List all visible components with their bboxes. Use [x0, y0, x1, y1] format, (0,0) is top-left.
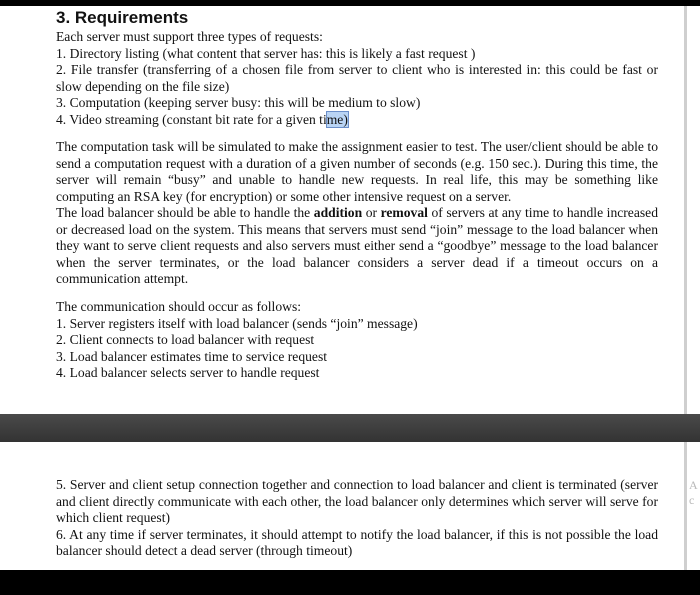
requirements-list	[56, 29, 658, 128]
side-letter: c	[689, 493, 695, 507]
side-letter: A	[689, 478, 698, 492]
communication-step-5: 5. Server and client setup connection together and connection to load balancer and client is terminated (server and client directly communicate with each other, the load balancer only determines which server will serve for which client request)	[56, 477, 658, 525]
communication-step-1: 1. Server registers itself with load balancer (sends “join” message)	[56, 315, 418, 331]
page-gap	[0, 414, 700, 442]
requirements-lead: Each server must support three types of requests:	[56, 29, 323, 44]
communication-step-6: 6. At any time if server terminates, it should attempt to notify the load balancer, if this is not possible the load balancer should detect a dead server (through timeout)	[56, 526, 658, 558]
page2-section	[56, 477, 658, 560]
requirement-item-2: 2. File transfer (transferring of a chosen file from server to client who is interested in: this could be fast or slow depending on the file size)	[56, 62, 658, 94]
communication-step-2: 2. Client connects to load balancer with request	[56, 332, 315, 347]
page-edge-1	[684, 6, 700, 414]
bold-removal: removal	[380, 205, 428, 220]
requirement-item-3: 3. Computation (keeping server busy: this will be medium to slow)	[56, 95, 421, 110]
computation-section	[56, 139, 658, 288]
requirements-section	[56, 7, 658, 128]
adjacent-page-letters	[689, 478, 700, 508]
load-balancer-text-c: of servers at any time to handle increased or decreased load on the system. This means that servers must send “join” message to the load balancer when they want to serve client requests and also servers must either send a “goodbye” message to the load balancer when the server terminates, or the load balancer considers a server dead if a timeout occurs on a communication attempt.	[56, 205, 658, 286]
load-balancer-paragraph	[56, 205, 658, 288]
requirement-item-4-text: 4. Video streaming (constant bit rate for a given ti	[56, 111, 327, 127]
computation-paragraph: The computation task will be simulated to make the assignment easier to test. The user/client should be able to send a computation request with a duration of a given number of seconds (e.g. 150 sec.). During this time, the server will remain “busy” and unable to handle new requests. In real life, this may be something like computing an RSA key (for encryption) or some other intensive request on a server.	[56, 139, 658, 204]
communication-section	[56, 299, 658, 382]
communication-lead: The communication should occur as follows:	[56, 299, 302, 314]
load-balancer-text-b: or	[362, 205, 381, 220]
load-balancer-text-a: The load balancer should be able to handle the	[56, 205, 314, 220]
selected-text[interactable]: me)	[326, 111, 348, 127]
requirement-item-4	[56, 112, 658, 129]
communication-step-3: 3. Load balancer estimates time to service request	[56, 348, 328, 364]
communication-step-4: 4. Load balancer selects server to handle request	[56, 365, 320, 380]
communication-list	[56, 299, 658, 382]
bold-addition: addition	[313, 205, 363, 220]
section-heading: 3. Requirements	[56, 8, 189, 27]
requirement-item-1: 1. Directory listing (what content that server has: this is likely a fast request )	[56, 45, 476, 61]
